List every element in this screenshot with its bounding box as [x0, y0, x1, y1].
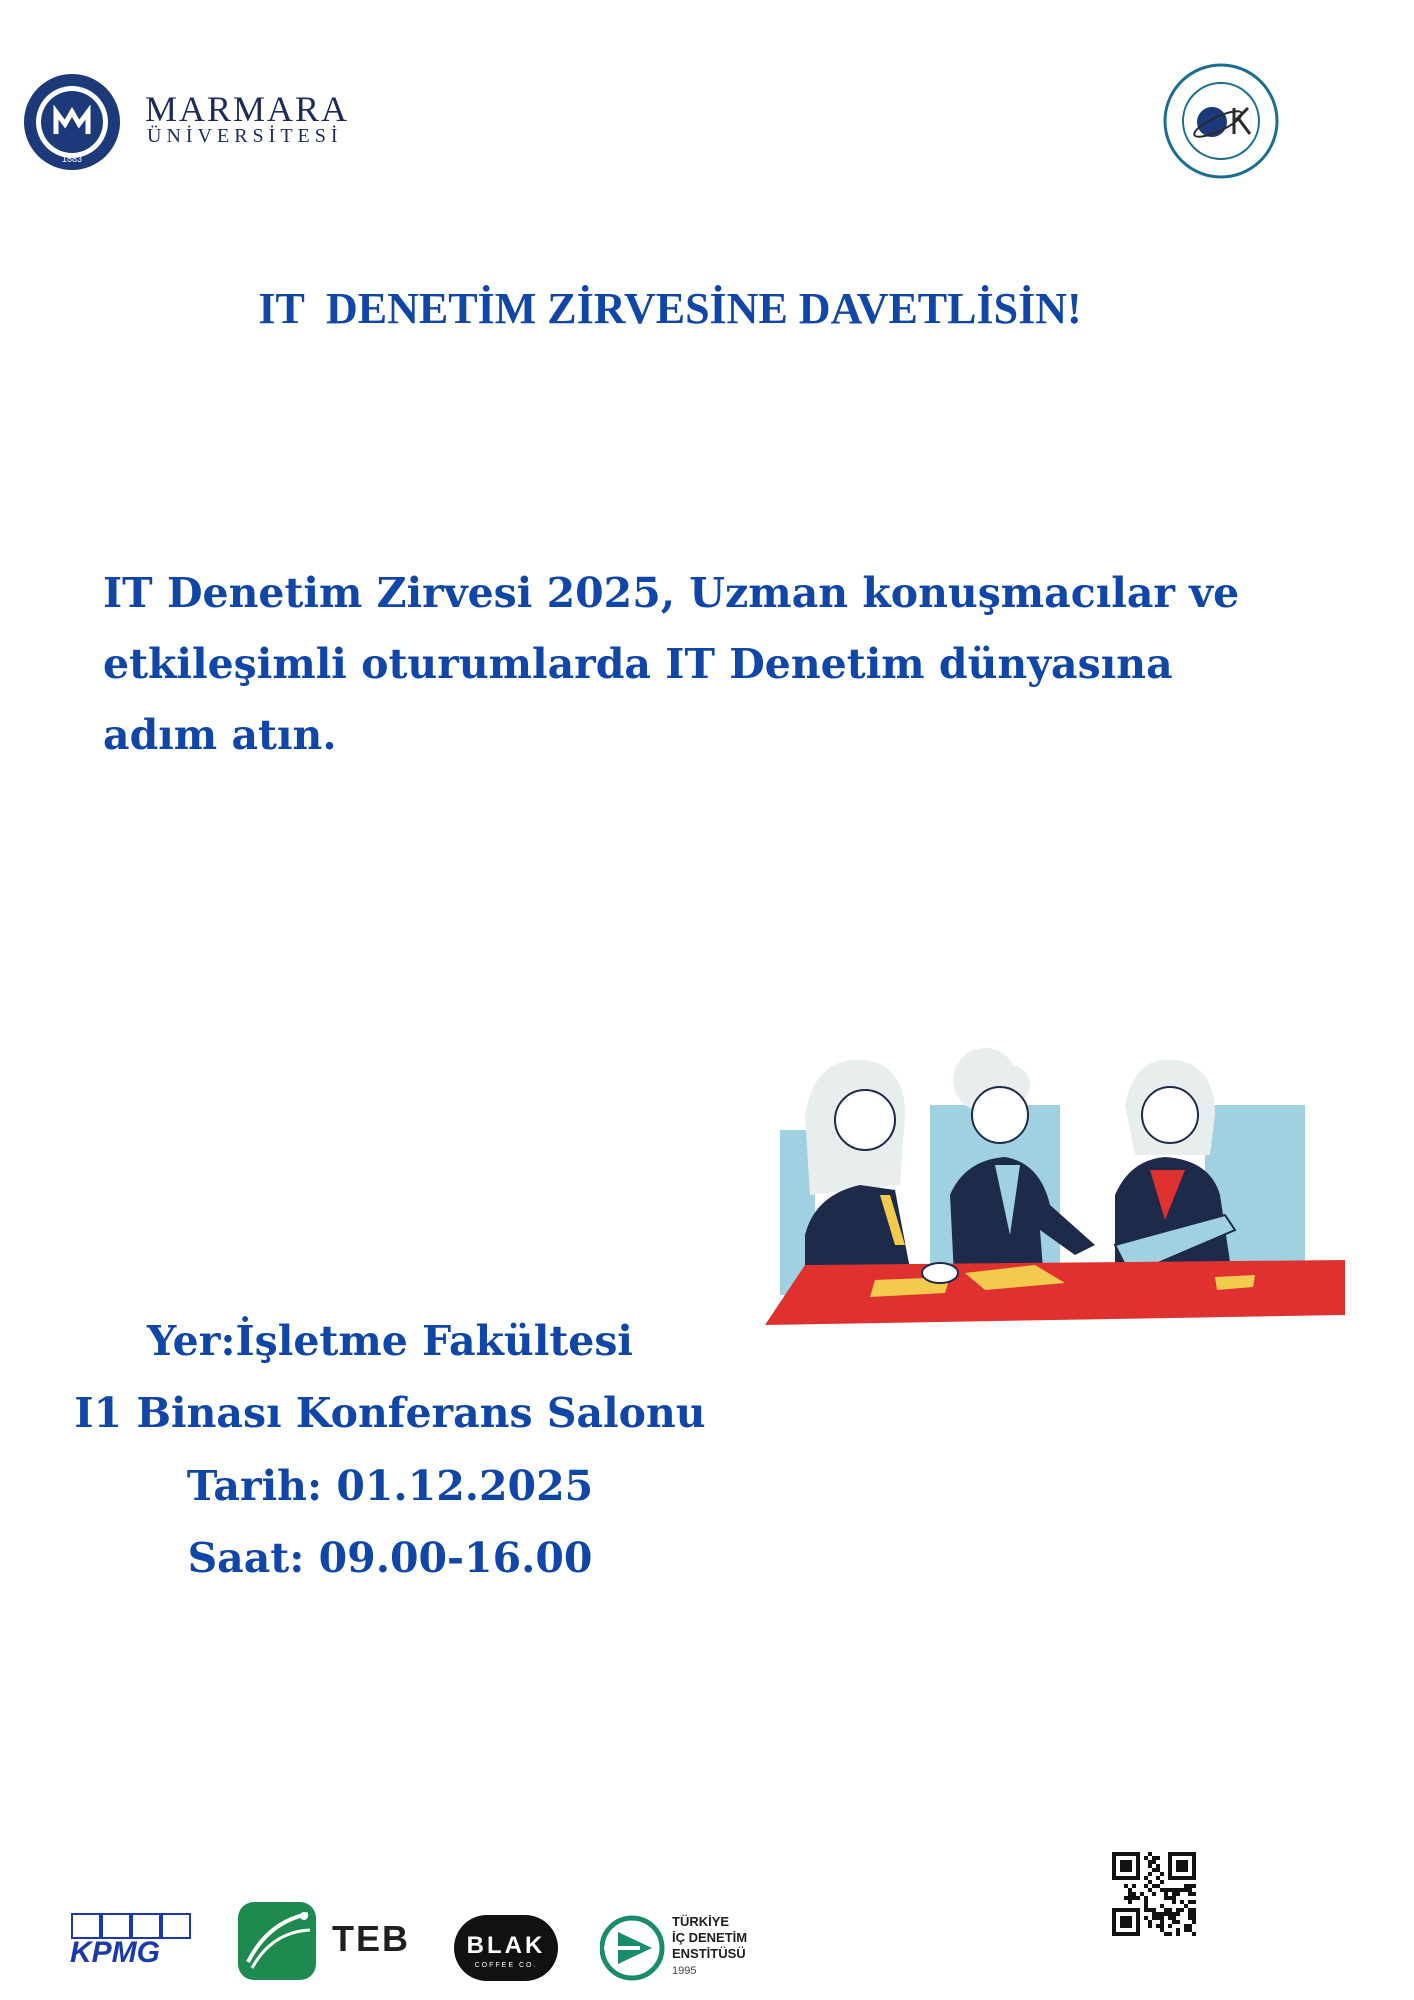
event-place-line1: Yer:İşletme Fakültesi	[146, 1317, 634, 1365]
event-place-line2: I1 Binası Konferans Salonu	[74, 1389, 706, 1437]
svg-text:İÇ DENETİM: İÇ DENETİM	[672, 1930, 748, 1945]
intro-paragraph	[103, 558, 1303, 771]
svg-text:COFFEE CO.: COFFEE CO.	[474, 1962, 538, 1969]
blak-coffee-logo	[454, 1915, 558, 1981]
university-name-line1: MARMARA	[145, 89, 350, 129]
svg-text:ENSTİTÜSÜ: ENSTİTÜSÜ	[672, 1946, 746, 1961]
teb-star-logo-icon	[238, 1902, 316, 1980]
event-time: Saat: 09.00-16.00	[187, 1534, 593, 1582]
svg-text:TÜRKİYE: TÜRKİYE	[672, 1914, 730, 1929]
intro-line-3: adım atın.	[103, 711, 337, 759]
intro-line-1: IT Denetim Zirvesi 2025, Uzman konuşmacılar ve	[103, 569, 1240, 617]
qr-code-icon[interactable]	[1112, 1852, 1196, 1936]
intro-line-2: etkileşimli oturumlarda IT Denetim dünyasına	[103, 640, 1173, 688]
teb-logo-text: TEB	[332, 1918, 410, 1959]
svg-text:1995: 1995	[672, 1965, 697, 1977]
denetim-kulubu-logo-icon	[1162, 62, 1280, 180]
kpmg-logo	[66, 1910, 196, 1970]
event-date: Tarih: 01.12.2025	[186, 1462, 594, 1510]
svg-text:1883: 1883	[61, 154, 83, 164]
marmara-university-seal-icon	[22, 72, 122, 172]
headline-title: IT DENETİM ZİRVESİNE DAVETLİSİN!	[258, 284, 1082, 333]
university-name-line2: ÜNİVERSİTESİ	[147, 125, 343, 147]
team-meeting-illustration	[765, 1045, 1345, 1325]
turkiye-ic-denetim-enstitusu-logo	[600, 1912, 770, 1982]
svg-text:BLAK: BLAK	[466, 1932, 546, 1959]
svg-text:KPMG: KPMG	[70, 1936, 160, 1969]
